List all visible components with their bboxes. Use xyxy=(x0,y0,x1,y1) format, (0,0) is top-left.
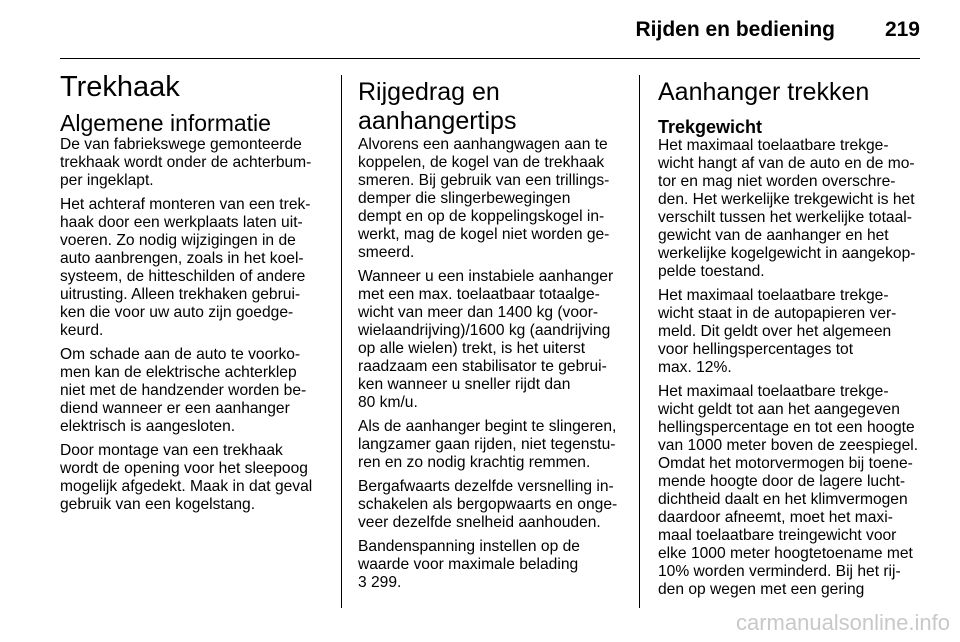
paragraph: Om schade aan de auto te voorko- men kan de elektrische achterklep niet met de handzender worden be- diend wanneer er een aanhanger elektrisch is aangesloten. xyxy=(60,346,307,435)
watermark: carmanualsonline.info xyxy=(735,610,950,635)
paragraph: Door montage van een trekhaak wordt de opening voor het sleepoog mogelijk afgedekt. Maak in dat geval gebruik van een kogelstang. xyxy=(60,442,313,513)
paragraph: Alvorens een aanhangwagen aan te koppelen, de kogel van de trekhaak smeren. Bij gebruik van een trillings- demper die slingerbewegingen dempt en op de koppelingskogel in- werkt, mag de kogel niet worden ge- smeerd. xyxy=(358,136,610,261)
column-divider xyxy=(639,75,640,608)
section-title: Rijden en bediening xyxy=(635,18,835,41)
page-number: 219 xyxy=(884,18,920,41)
page-reference-link[interactable]: 3 299. xyxy=(358,574,402,591)
heading-algemene-informatie: Algemene informatie xyxy=(60,110,271,136)
column-divider xyxy=(341,75,342,608)
heading-trekgewicht: Trekgewicht xyxy=(658,117,763,137)
paragraph: Wanneer u een instabiele aanhanger met een max. toelaatbaar totaalge- wicht van meer dan 1400 kg (voor- wielaandrijving)/1600 kg (aandrijving op alle wielen) trekt, is het uiterst raadzaam een stabilisator te gebrui- ken wanneer u sneller rijdt dan 80 km/u. xyxy=(358,268,614,411)
paragraph: Het maximaal toelaatbare trekge- wicht geldt tot aan het aangegeven hellingspercentage en tot een hoogte van 1000 meter boven de zeespiegel. Omdat het motorvermogen bij toene- mende hoogte door de lagere lucht- dichtheid daalt en het klimvermogen daardoor afneemt, moet het maxi- maal toelaatbare treingewicht voor elke 1000 meter hoogtetoename met 10% worden verminderd. Bij het rij- den op wegen met een gering xyxy=(658,383,919,598)
column-2 xyxy=(358,70,624,598)
header-rule xyxy=(60,58,920,59)
column-3 xyxy=(658,70,924,605)
page-header xyxy=(0,18,960,48)
heading-rijgedrag: Rijgedrag en aanhangertips xyxy=(358,78,517,135)
paragraph: Bergafwaarts dezelfde versnelling in- schakelen als bergopwaarts en onge- veer dezelfde snelheid aanhouden. xyxy=(358,478,618,531)
paragraph: Het achteraf monteren van een trek- haak door een werkplaats laten uit- voeren. Zo nodig wijzigingen in de auto aanbrengen, zoals in het koel- systeem, de hitteschilden of andere uitrusting. Alleen trekhaken gebrui- ken die voor uw auto zijn goedge- keurd. xyxy=(60,196,311,339)
paragraph: Het maximaal toelaatbare trekge- wicht staat in de autopapieren ver- meld. Dit geldt over het algemeen voor hellingspercentages tot max. 12%. xyxy=(658,287,897,376)
paragraph: Als de aanhanger begint te slingeren, langzamer gaan rijden, niet tegenstu- ren en zo nodig krachtig remmen. xyxy=(358,418,617,471)
paragraph: Bandenspanning instellen op de waarde voor maximale belading 3 299. xyxy=(358,538,580,591)
column-1 xyxy=(60,70,326,520)
paragraph: De van fabriekswege gemonteerde trekhaak wordt onder de achterbum- per ingeklapt. xyxy=(60,136,312,189)
heading-trekhaak: Trekhaak xyxy=(60,71,180,103)
paragraph: Het maximaal toelaatbare trekge- wicht hangt af van de auto en de mo- tor en mag niet worden overschre- den. Het werkelijke trekgewicht is het verschilt tussen het werkelijke totaal- gewicht van de aanhanger en het werkelijke kogelgewicht in aangekop- pelde toestand. xyxy=(658,137,916,280)
heading-aanhanger-trekken: Aanhanger trekken xyxy=(658,78,870,106)
